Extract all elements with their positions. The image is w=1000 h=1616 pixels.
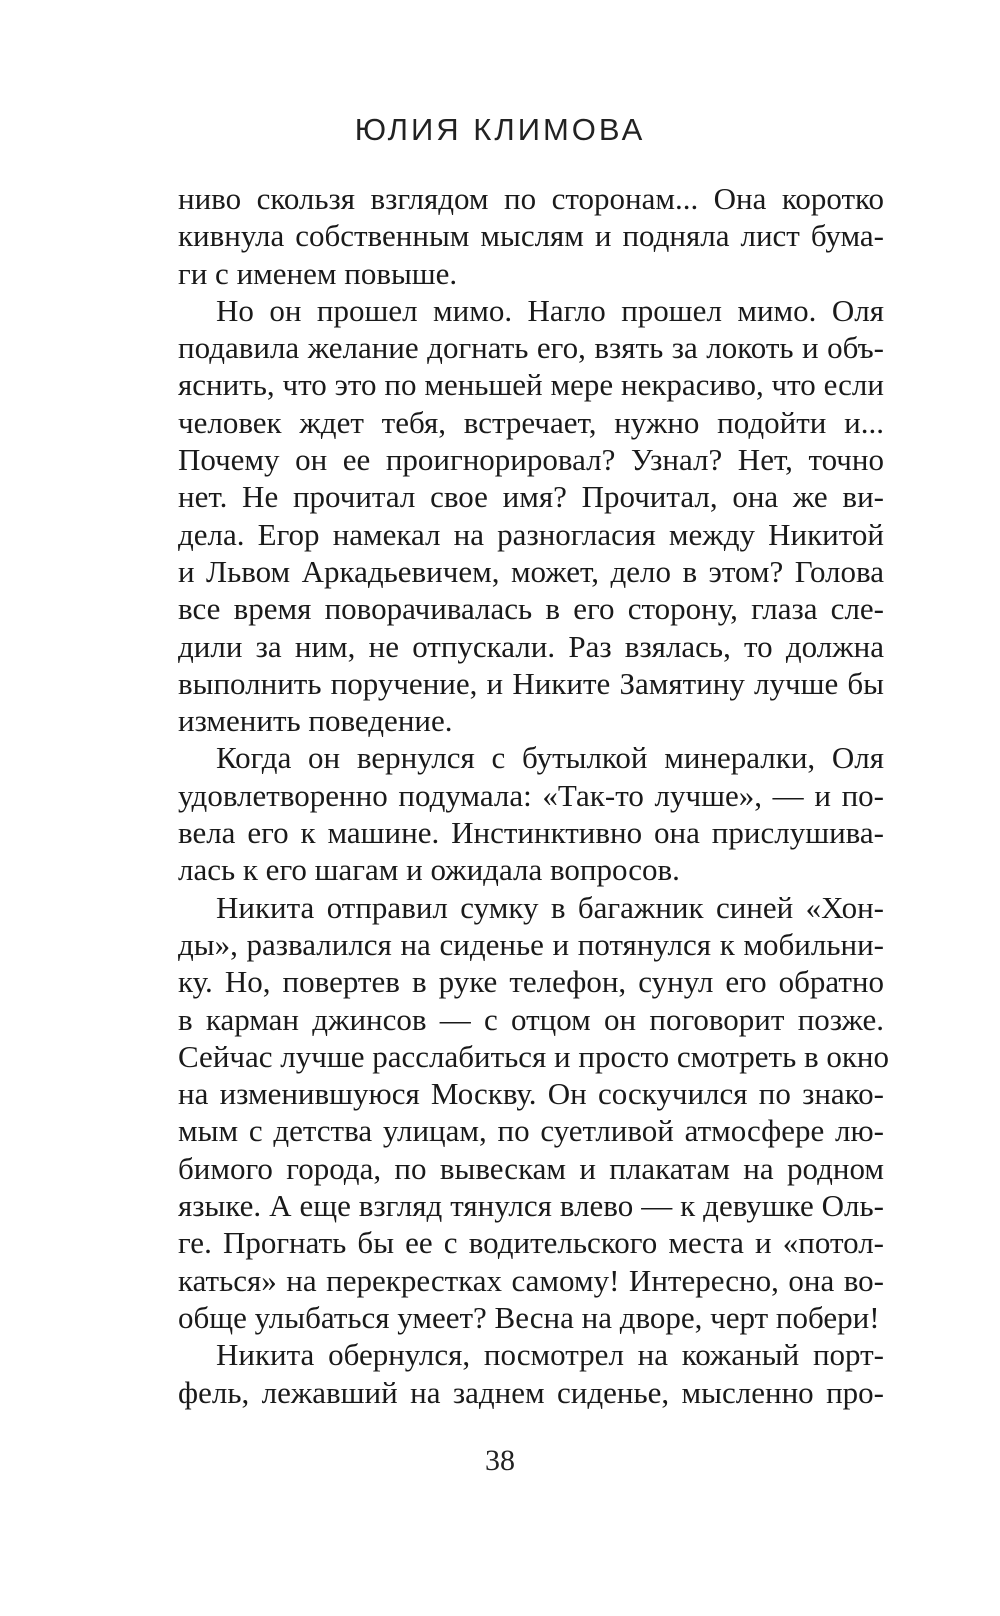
- text-line: выполнить поручение, и Никите Замятину лучше бы: [178, 665, 884, 701]
- text-line: изменить поведение.: [178, 703, 453, 739]
- text-line: в карман джинсов — с отцом он поговорит позже.: [178, 1001, 884, 1037]
- body-text: [178, 180, 890, 1411]
- text-line: Сейчас лучше расслабиться и просто смотреть в окно: [178, 1038, 890, 1074]
- text-line: Почему он ее проигнорировал? Узнал? Нет, точно: [178, 442, 884, 478]
- text-line: подавила желание догнать его, взять за локоть и объ-: [178, 330, 884, 366]
- text-line: Никита отправил сумку в багажник синей «Хон-: [216, 889, 884, 925]
- text-line: Когда он вернулся с бутылкой минералки, Оля: [216, 740, 884, 776]
- text-line: мым с детства улицам, по суетливой атмосфере лю-: [178, 1113, 884, 1149]
- text-line: удовлетворенно подумала: «Так-то лучше», — и по-: [178, 777, 884, 813]
- text-line: ниво скользя взглядом по сторонам... Она коротко: [178, 181, 884, 216]
- text-line: вела его к машине. Инстинктивно она прислушива-: [178, 815, 884, 851]
- running-head: ЮЛИЯ КЛИМОВА: [354, 112, 646, 147]
- text-line: лась к его шагам и ожидала вопросов.: [178, 852, 680, 888]
- text-line: все время поворачивалась в его сторону, глаза сле-: [178, 591, 884, 627]
- text-line: яснить, что это по меньшей мере некрасиво, что если: [178, 367, 884, 403]
- text-line: ды», развалился на сиденье и потянулся к мобильни-: [178, 926, 884, 962]
- text-line: нет. Не прочитал свое имя? Прочитал, она же ви-: [178, 479, 884, 515]
- text-line: каться» на перекрестках самому! Интересно, она во-: [178, 1262, 884, 1298]
- text-line: бимого города, по вывескам и плакатам на родном: [178, 1150, 884, 1186]
- text-line: кивнула собственным мыслям и подняла лист бума-: [178, 218, 884, 254]
- text-line: дела. Егор намекал на разногласия между Никитой: [178, 516, 884, 552]
- text-line: ку. Но, повертев в руке телефон, сунул его обратно: [178, 964, 884, 1000]
- text-line: фель, лежавший на заднем сиденье, мысленно про-: [178, 1374, 884, 1410]
- text-line: и Львом Аркадьевичем, может, дело в этом? Голова: [178, 553, 884, 589]
- text-line: ги с именем повыше.: [178, 255, 458, 291]
- text-line: обще улыбаться умеет? Весна на дворе, черт побери!: [178, 1299, 880, 1335]
- page-number: 38: [485, 1444, 515, 1477]
- text-line: языке. А еще взгляд тянулся влево — к девушке Оль-: [178, 1188, 884, 1224]
- text-line: Никита обернулся, посмотрел на кожаный порт-: [216, 1337, 884, 1373]
- text-line: ге. Прогнать бы ее с водительского места и «потол-: [178, 1225, 884, 1261]
- text-line: дили за ним, не отпускали. Раз взялась, то должна: [178, 628, 884, 664]
- text-line: на изменившуюся Москву. Он соскучился по знако-: [178, 1076, 884, 1112]
- text-line: Но он прошел мимо. Нагло прошел мимо. Оля: [216, 292, 884, 328]
- text-line: человек ждет тебя, встречает, нужно подойти и...: [178, 404, 884, 440]
